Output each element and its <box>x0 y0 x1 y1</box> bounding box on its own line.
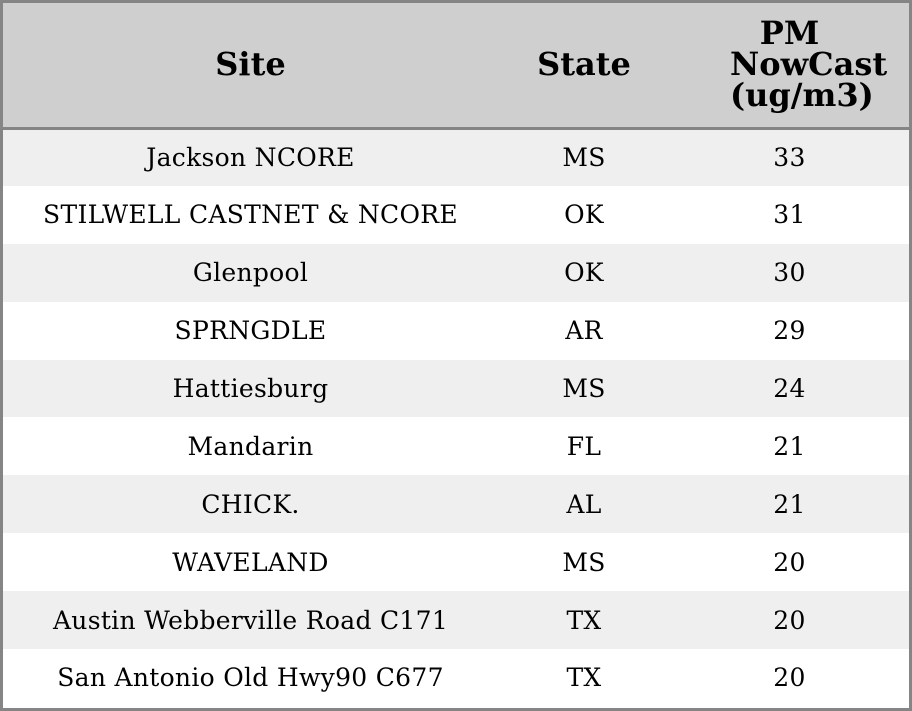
table-row <box>3 244 909 302</box>
site-cell: Hattiesburg <box>172 374 329 403</box>
pm-nowcast-cell: 21 <box>773 489 806 519</box>
site-cell: STILWELL CASTNET & NCORE <box>43 200 458 230</box>
state-cell: MS <box>562 374 606 403</box>
column-header-site: Site <box>3 3 498 128</box>
column-header-pm-nowcast: PM NowCast (ug/m3) <box>670 3 909 128</box>
pm-nowcast-cell: 21 <box>773 431 806 461</box>
pm-nowcast-cell: 31 <box>773 200 806 230</box>
table-row <box>3 186 909 244</box>
state-cell: FL <box>566 431 602 461</box>
table-row <box>3 649 909 707</box>
site-cell: San Antonio Old Hwy90 C677 <box>57 663 444 693</box>
pm-nowcast-cell: 29 <box>773 316 806 346</box>
column-header-state: State <box>498 3 670 128</box>
table-row <box>3 591 909 649</box>
state-cell: TX <box>566 605 602 635</box>
table-row <box>3 360 909 418</box>
pm-nowcast-cell: 20 <box>773 547 806 577</box>
table-body <box>3 128 909 707</box>
site-cell: Austin Webberville Road C171 <box>52 605 449 635</box>
table-header <box>3 3 909 128</box>
state-cell: OK <box>564 200 604 230</box>
site-cell: Mandarin <box>187 431 314 461</box>
pm-nowcast-cell: 20 <box>773 605 806 635</box>
state-cell: MS <box>562 143 606 173</box>
state-cell: OK <box>564 258 604 288</box>
table-row <box>3 475 909 533</box>
pm-nowcast-cell: 24 <box>773 374 806 403</box>
header-row <box>3 3 909 128</box>
table-row <box>3 302 909 360</box>
site-cell: Glenpool <box>192 258 309 288</box>
pm-nowcast-cell: 33 <box>773 143 806 173</box>
site-cell: WAVELAND <box>172 547 329 577</box>
site-cell: SPRNGDLE <box>174 316 327 346</box>
site-cell: Jackson NCORE <box>146 143 355 173</box>
state-cell: TX <box>566 663 602 693</box>
site-cell: CHICK. <box>201 489 300 519</box>
pm-nowcast-table <box>3 3 909 707</box>
table-row <box>3 533 909 591</box>
state-cell: AL <box>566 489 602 519</box>
table-row <box>3 128 909 186</box>
table-row <box>3 417 909 475</box>
state-cell: AR <box>565 316 603 346</box>
pm-nowcast-cell: 30 <box>773 258 806 288</box>
state-cell: MS <box>562 547 606 577</box>
pm-nowcast-cell: 20 <box>773 663 806 693</box>
